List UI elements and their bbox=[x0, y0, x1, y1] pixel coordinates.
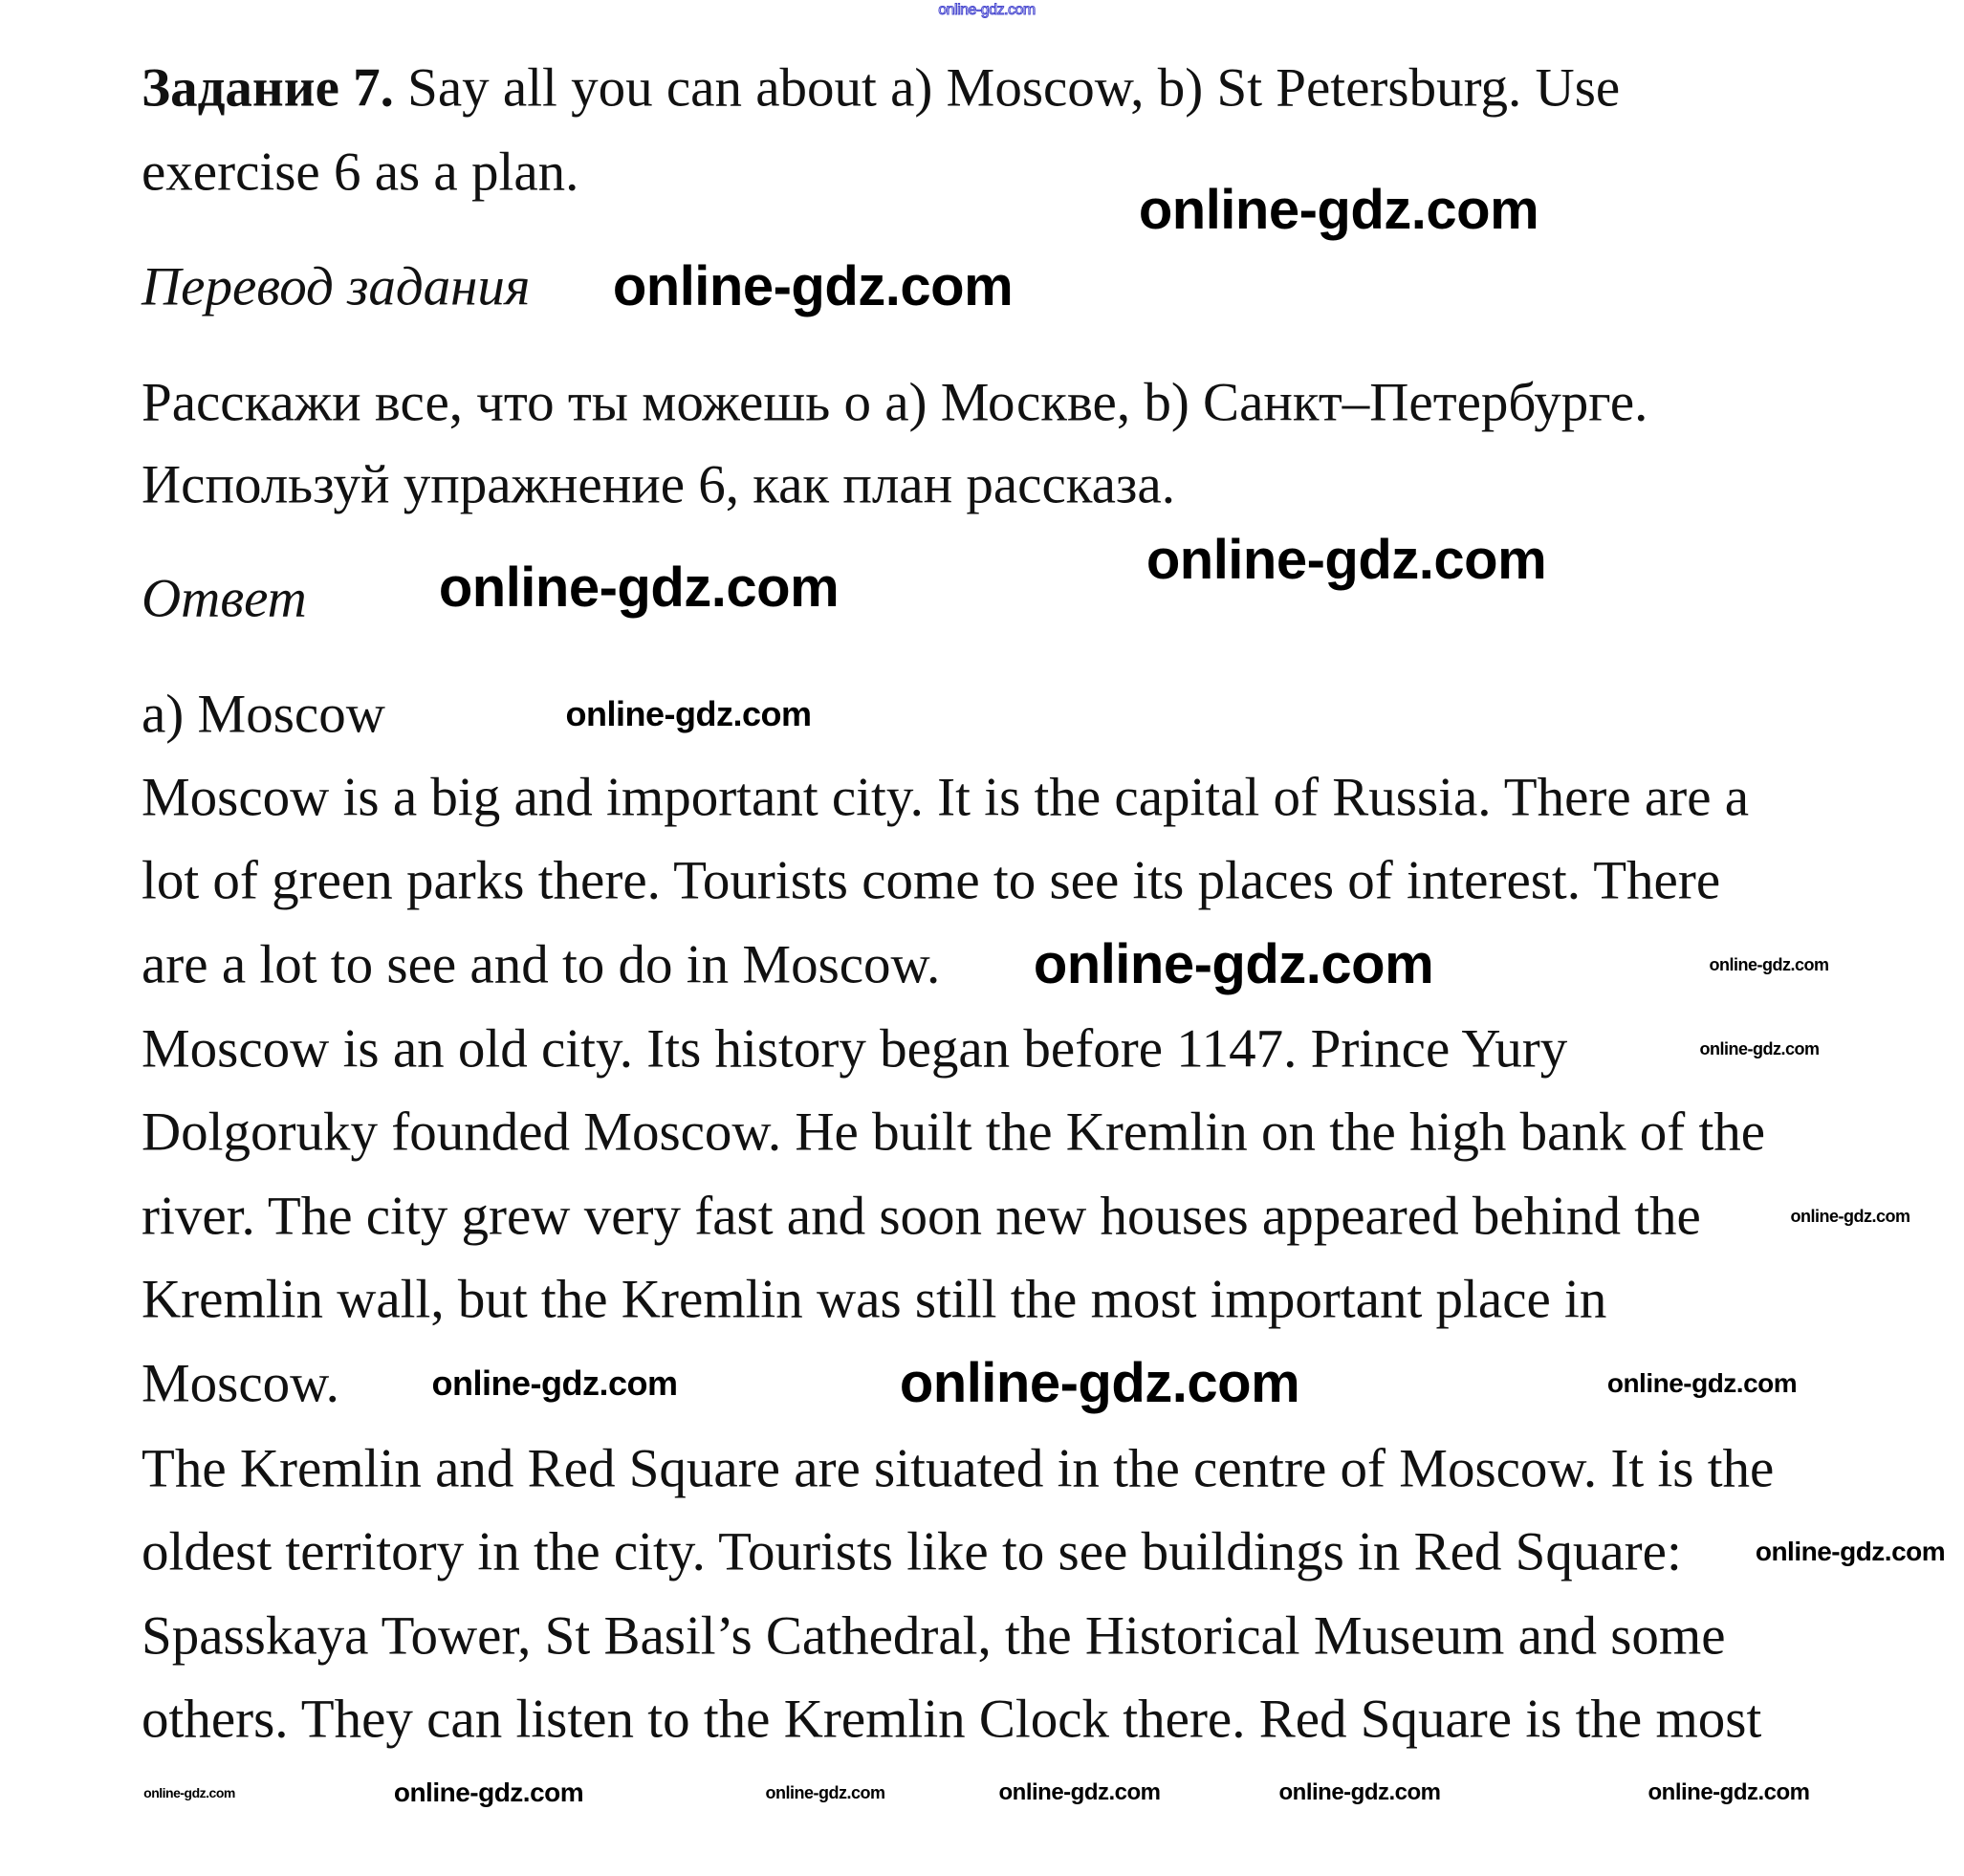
answer-line: Dolgoruky founded Moscow. He built the Kremlin on the high bank of the bbox=[142, 1102, 1766, 1163]
answer-line: The Kremlin and Red Square are situated in the centre of Moscow. It is the bbox=[142, 1438, 1775, 1499]
watermark: online-gdz.com bbox=[565, 694, 812, 733]
answer-heading: Ответ bbox=[142, 568, 307, 629]
answer-line: Moscow is a big and important city. It is the capital of Russia. There are a bbox=[142, 767, 1750, 828]
watermark: online-gdz.com bbox=[1648, 1779, 1810, 1805]
task-label: Задание 7. bbox=[142, 57, 394, 119]
answer-line: are a lot to see and to do in Moscow. bbox=[142, 934, 941, 995]
watermark: online-gdz.com bbox=[1278, 1779, 1441, 1805]
answer-line: Kremlin wall, but the Kremlin was still the most important place in bbox=[142, 1269, 1607, 1330]
watermark: online-gdz.com bbox=[1138, 179, 1539, 241]
watermark: online-gdz.com bbox=[1755, 1537, 1946, 1566]
translation-heading: Перевод задания bbox=[142, 256, 531, 317]
watermark: online-gdz.com bbox=[899, 1352, 1300, 1414]
task-line-2: exercise 6 as a plan. bbox=[142, 142, 579, 203]
answer-line: others. They can listen to the Kremlin Clock there. Red Square is the most bbox=[142, 1689, 1762, 1750]
task-text: Say all you can about a) Moscow, b) St Petersburg. Use bbox=[393, 57, 1621, 119]
watermark: online-gdz.com bbox=[438, 556, 840, 619]
watermark: online-gdz.com bbox=[765, 1783, 885, 1802]
watermark: online-gdz.com bbox=[1790, 1207, 1910, 1226]
translation-line: Расскажи все, что ты можешь о a) Москве, b) Санкт–Петербурге. bbox=[142, 372, 1648, 433]
watermark: online-gdz.com bbox=[143, 1785, 235, 1800]
watermark: online-gdz.com bbox=[1146, 529, 1547, 591]
answer-line: lot of green parks there. Tourists come to see its places of interest. There bbox=[142, 850, 1721, 911]
answer-line: Moscow. bbox=[142, 1353, 339, 1414]
watermark: online-gdz.com bbox=[612, 255, 1014, 317]
watermark: online-gdz.com bbox=[393, 1778, 584, 1807]
task-line-1 bbox=[142, 57, 1621, 119]
translation-line: Используй упражнение 6, как план рассказа. bbox=[142, 454, 1175, 515]
watermark: online-gdz.com bbox=[431, 1363, 678, 1403]
watermark: online-gdz.com bbox=[1606, 1368, 1798, 1398]
watermark: online-gdz.com bbox=[998, 1779, 1161, 1805]
answer-line: river. The city grew very fast and soon new houses appeared behind the bbox=[142, 1186, 1701, 1247]
watermark: online-gdz.com bbox=[1709, 955, 1829, 974]
answer-line: Moscow is an old city. Its history began before 1147. Prince Yury bbox=[142, 1018, 1568, 1080]
answer-line: Spasskaya Tower, St Basil’s Cathedral, the Historical Museum and some bbox=[142, 1605, 1726, 1667]
watermark-top: online-gdz.com bbox=[938, 2, 1036, 18]
watermark: online-gdz.com bbox=[1033, 933, 1434, 995]
answer-subheading: a) Moscow bbox=[142, 684, 385, 745]
answer-line: oldest territory in the city. Tourists like to see buildings in Red Square: bbox=[142, 1521, 1682, 1582]
watermark: online-gdz.com bbox=[1699, 1039, 1820, 1058]
